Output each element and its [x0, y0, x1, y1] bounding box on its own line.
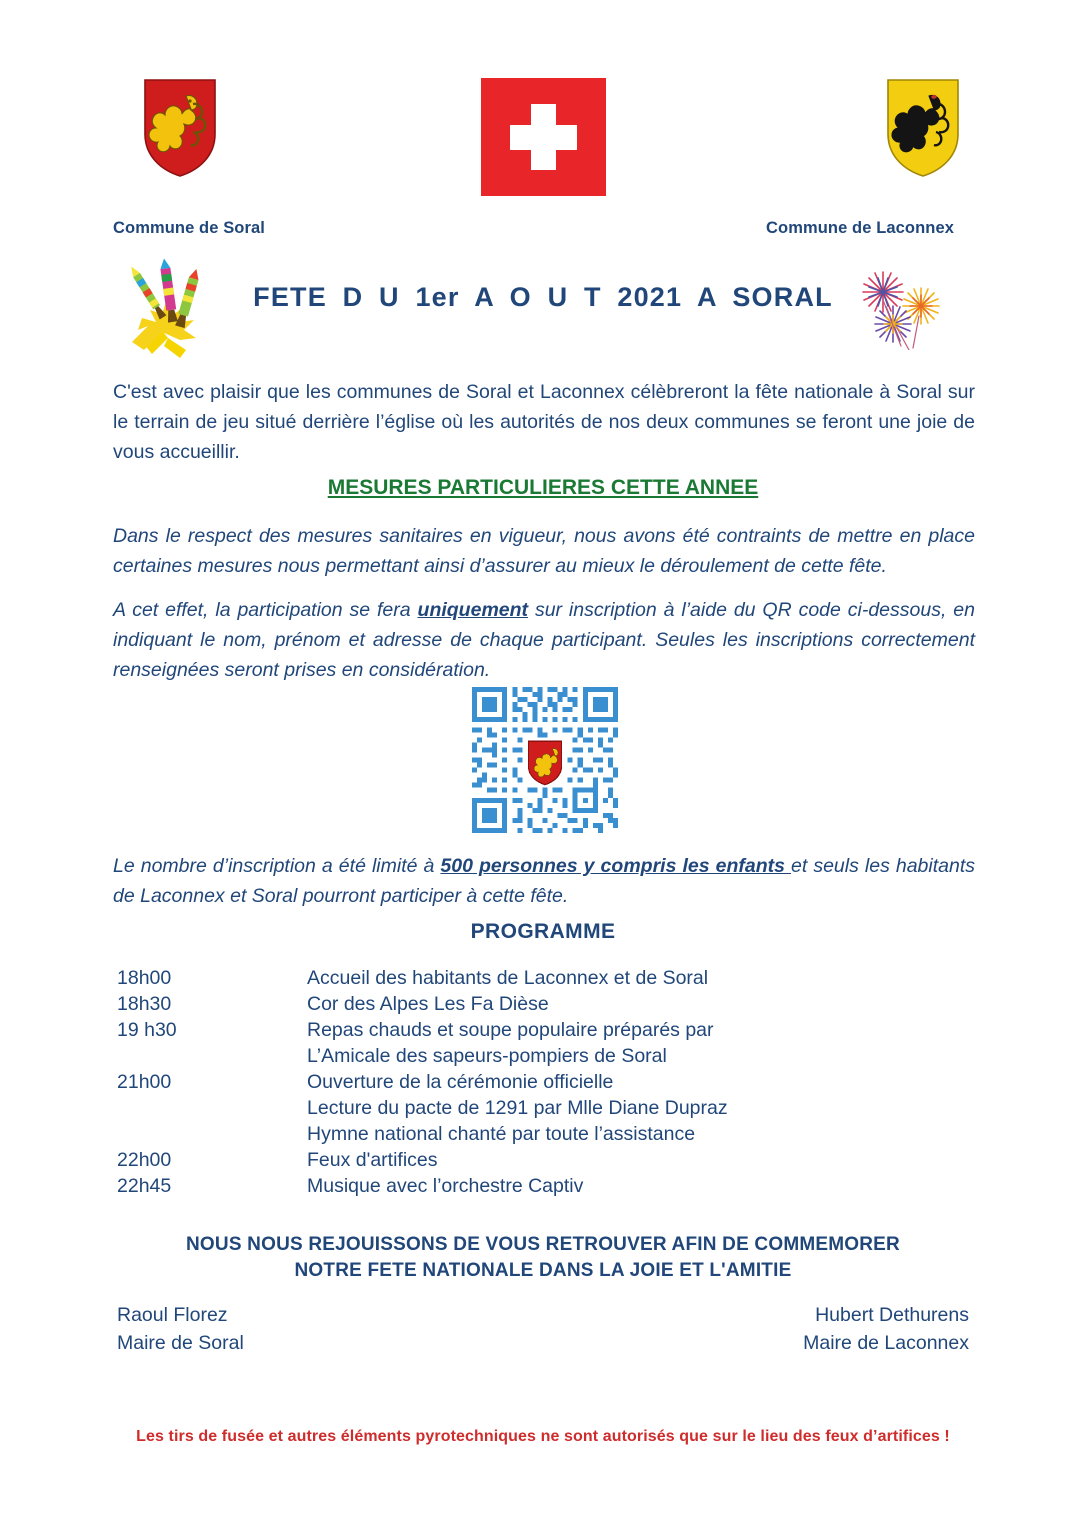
- limit-before: Le nombre d’inscription a été limité à: [113, 855, 441, 877]
- intro-block: [113, 377, 975, 467]
- fireworks-burst-icon: [853, 266, 949, 355]
- programme-time: 19 h30: [117, 1019, 177, 1041]
- programme-activity: Accueil des habitants de Laconnex et de Soral: [307, 967, 709, 989]
- table-row: [117, 1043, 877, 1069]
- signature-name: Raoul Florez: [117, 1304, 228, 1326]
- limit-after: et seuls les habitants de Laconnex et Soral pourront participer à cette fête.: [113, 855, 976, 907]
- closing-block: [0, 1232, 1086, 1284]
- measures-heading: [0, 476, 1086, 500]
- programme-time: 18h30: [117, 993, 172, 1015]
- table-row: [117, 1173, 877, 1199]
- commune-label-soral: Commune de Soral: [113, 219, 265, 237]
- signature-name: Hubert Dethurens: [815, 1304, 969, 1326]
- limit-block: [113, 851, 975, 911]
- programme-heading: PROGRAMME: [470, 920, 616, 943]
- swiss-flag-icon: [481, 78, 606, 196]
- signature-laconnex: [803, 1301, 969, 1357]
- commune-label-laconnex: Commune de Laconnex: [766, 219, 955, 237]
- fireworks-rockets-icon: [122, 258, 210, 363]
- table-row: [117, 1147, 877, 1173]
- programme-activity: Repas chauds et soupe populaire préparés par: [307, 1019, 714, 1041]
- measures-paragraph-2: [113, 595, 975, 685]
- measures-block-1: [113, 521, 975, 581]
- table-row: [117, 1017, 877, 1043]
- programme-time: 22h45: [117, 1175, 172, 1197]
- signature-role: Maire de Soral: [117, 1332, 244, 1354]
- programme-activity: Musique avec l’orchestre Captiv: [307, 1175, 584, 1197]
- closing-line-2: NOTRE FETE NATIONALE DANS LA JOIE ET L'AMITIE: [294, 1260, 792, 1281]
- programme-time: 21h00: [117, 1071, 172, 1093]
- programme-time: [117, 1043, 307, 1069]
- measures-paragraph-1: Dans le respect des mesures sanitaires en vigueur, nous avons été contraints de mettre en place certaines mesures nous permettant ainsi d’assurer au mieux le déroulement de cette fête.: [113, 525, 975, 577]
- signature-soral: [117, 1301, 244, 1357]
- intro-paragraph: C'est avec plaisir que les communes de Soral et Laconnex célèbreront la fête nationale à Soral sur le terrain de jeu situé derrière l’église où les autorités de nos deux communes se feront une joie de vous accueillir.: [113, 381, 975, 463]
- laconnex-crest: [838, 78, 1008, 208]
- programme-time: 18h00: [117, 967, 172, 989]
- programme-activity: Lecture du pacte de 1291 par Mlle Diane Dupraz: [307, 1097, 728, 1119]
- measures-p2-before: A cet effet, la participation se fera: [113, 599, 418, 621]
- soral-coat-of-arms-icon: [143, 78, 217, 178]
- qr-code-icon[interactable]: [472, 687, 618, 833]
- programme-activity: Cor des Alpes Les Fa Dièse: [307, 993, 549, 1015]
- qr-code[interactable]: [472, 687, 618, 833]
- programme-activity: Ouverture de la cérémonie officielle: [307, 1071, 614, 1093]
- closing-line-1: NOUS NOUS REJOUISSONS DE VOUS RETROUVER AFIN DE COMMEMORER: [186, 1234, 900, 1255]
- table-row: [117, 991, 877, 1017]
- signature-role: Maire de Laconnex: [803, 1332, 969, 1354]
- table-row: [117, 1121, 877, 1147]
- programme-activity: Hymne national chanté par toute l’assistance: [307, 1123, 696, 1145]
- programme-time: [117, 1121, 307, 1147]
- laconnex-coat-of-arms-icon: [886, 78, 960, 178]
- measures-p2-emphasis: uniquement: [417, 599, 529, 621]
- measures-block-2: [113, 595, 975, 685]
- measures-heading-text: MESURES PARTICULIERES CETTE ANNEE: [327, 476, 759, 499]
- swiss-flag: [458, 78, 628, 208]
- qr-center-crest: [528, 741, 561, 784]
- limit-emphasis: 500 personnes y compris les enfants: [440, 855, 792, 877]
- programme-activity: Feux d'artifices: [307, 1149, 438, 1171]
- table-row: [117, 965, 877, 991]
- limit-paragraph: [113, 851, 975, 911]
- table-row: [117, 1095, 877, 1121]
- programme-table: [117, 965, 877, 1199]
- table-row: [117, 1069, 877, 1095]
- programme-activity: L’Amicale des sapeurs-pompiers de Soral: [307, 1045, 667, 1067]
- footer-warning: Les tirs de fusée et autres éléments pyrotechniques ne sont autorisés que sur le lieu des feux d’artifices !: [136, 1428, 950, 1445]
- measures-p2-after: sur inscription à l’aide du QR code ci-dessous, en indiquant le nom, prénom et adresse de chaque participant. Seules les inscriptions correctement renseignées seront prises en considération.: [113, 599, 975, 681]
- crest-row: [0, 78, 1086, 208]
- programme-time: 22h00: [117, 1149, 172, 1171]
- programme-time: [117, 1095, 307, 1121]
- page-title: FETE D U 1er A O U T 2021 A SORAL: [253, 282, 833, 312]
- soral-crest: [95, 78, 265, 208]
